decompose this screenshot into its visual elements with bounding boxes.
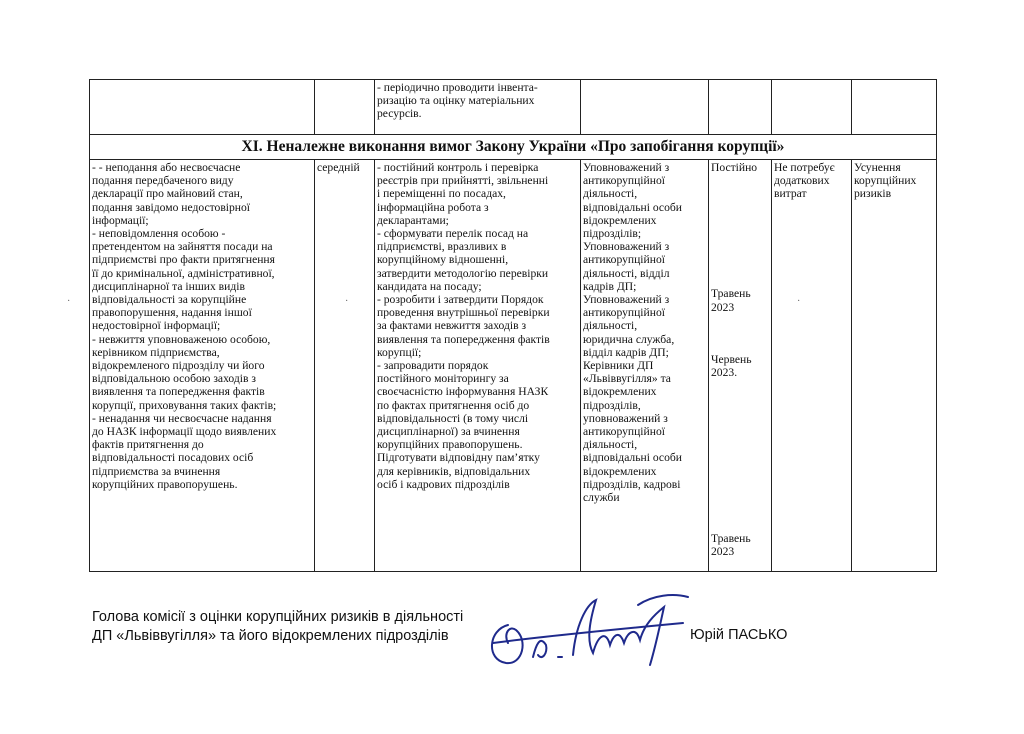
text-line: і переміщенні по посадах, xyxy=(377,187,506,201)
text-line: відповідальною особою заходів з xyxy=(92,372,256,386)
text-line: для керівників, відповідальних xyxy=(377,464,531,478)
text-line: - запровадити порядок xyxy=(377,359,489,373)
text-line: недостовірної інформації; xyxy=(92,319,221,333)
text-line: по фактах притягнення осіб до xyxy=(377,398,530,412)
table-row xyxy=(90,160,937,572)
text-line: її до кримінальної, адміністративної, xyxy=(92,266,275,280)
text-line: кадрів ДП; xyxy=(583,279,637,293)
text-line: проведення внутрішньої перевірки xyxy=(377,306,550,320)
text-line: антикорупційної xyxy=(583,174,665,188)
text-line: до НАЗК інформації щодо виявлених xyxy=(92,425,277,439)
text-line: декларантами; xyxy=(377,213,449,227)
text-line: відокремленого підрозділу чи його xyxy=(92,359,265,373)
text-line: Не потребує xyxy=(774,161,835,174)
text-line: затвердити методологію перевірки xyxy=(377,266,549,280)
text-line: корупції, приховування таких фактів; xyxy=(92,398,277,412)
text-line: відділ кадрів ДП; xyxy=(583,345,669,359)
text-line: відповідальності за корупційне xyxy=(92,293,247,307)
text-line: відповідальності посадових осіб xyxy=(92,451,254,465)
text-line: осіб і кадрових підрозділів xyxy=(377,477,510,491)
text-line: 2023. xyxy=(711,366,738,379)
text-line: підприємстві про факти притягнення xyxy=(92,253,275,267)
text-line: - розробити і затвердити Порядок xyxy=(377,293,544,307)
scan-mark: · xyxy=(67,296,71,307)
text-line: служби xyxy=(583,491,620,505)
text-line: діяльності, xyxy=(583,187,638,201)
text-line: декларації про майновий стан, xyxy=(92,187,243,201)
risk-cell xyxy=(90,160,315,572)
risk-cell xyxy=(90,80,315,135)
text-line: корупційних правопорушень. xyxy=(92,477,238,491)
resources-cell xyxy=(772,160,852,572)
text-line: антикорупційної xyxy=(583,306,665,320)
level-cell: середній xyxy=(315,160,375,572)
text-line: юридична служба, xyxy=(583,332,675,346)
text-line: корупції; xyxy=(377,345,422,359)
text-line: інформації; xyxy=(92,213,149,227)
text-line: відокремлених xyxy=(583,464,657,478)
text-line: ризиків xyxy=(854,187,892,201)
text-line: постійного моніторингу за xyxy=(377,372,509,386)
text-line: ресурсів. xyxy=(377,107,422,121)
text-line: Травень xyxy=(711,287,751,301)
text-line: дисциплінарної) за вчинення xyxy=(377,425,520,439)
footer-line-1: Голова комісії з оцінки корупційних ризиків в діяльності xyxy=(92,609,464,625)
text-line: Уповноважений з xyxy=(583,161,670,174)
signer-name: Юрій ПАСЬКО xyxy=(690,627,788,643)
text-line: керівником підприємства, xyxy=(92,345,220,359)
term-1: Постійно xyxy=(711,161,758,174)
section-title: XI. Неналежне виконання вимог Закону України «Про запобігання корупції» xyxy=(90,135,937,160)
text-line: правопорушення, надання іншої xyxy=(92,306,252,320)
text-line: - постійний контроль і перевірка xyxy=(377,161,539,174)
text-line: підрозділів, кадрові xyxy=(583,477,681,491)
text-line: Червень xyxy=(711,352,752,366)
text-line: відповідальності (в тому числі xyxy=(377,411,529,425)
text-line: відокремлених xyxy=(583,213,657,227)
term-cell xyxy=(709,160,772,572)
text-line: Керівники ДП xyxy=(583,359,654,373)
responsible-cell xyxy=(581,160,709,572)
text-line: реєстрів при прийнятті, звільненні xyxy=(377,174,549,188)
text-line: антикорупційної xyxy=(583,253,665,267)
text-line: за фактами невжиття заходів з xyxy=(377,319,527,333)
text-line: виявлення та попередження фактів xyxy=(377,332,550,346)
handwritten-signature xyxy=(478,585,693,675)
text-line: інформаційна робота з xyxy=(377,200,489,214)
text-line: підрозділів; xyxy=(583,227,642,241)
scan-mark: · xyxy=(797,296,801,307)
text-line: відповідальні особи xyxy=(583,200,682,214)
measures-cell xyxy=(375,80,581,135)
text-line: підприємства за вчинення xyxy=(92,464,221,478)
text-line: відокремлених xyxy=(583,385,657,399)
resources-cell xyxy=(772,80,852,135)
text-line: діяльності, xyxy=(583,319,638,333)
term-cell xyxy=(709,80,772,135)
text-line: претендентом на зайняття посади на xyxy=(92,240,273,254)
result-cell xyxy=(852,160,937,572)
text-line: дисциплінарної та інших видів xyxy=(92,279,245,293)
level-cell xyxy=(315,80,375,135)
responsible-cell xyxy=(581,80,709,135)
risk-table xyxy=(89,79,937,572)
text-line: додаткових xyxy=(774,174,830,188)
result-cell xyxy=(852,80,937,135)
text-line: - періодично проводити інвента- xyxy=(377,81,538,94)
text-line: - ненадання чи несвоєчасне надання xyxy=(92,411,272,425)
text-line: подання завідомо недостовірної xyxy=(92,200,251,214)
text-line: Уповноважений з xyxy=(583,293,670,307)
text-line: відповідальні особи xyxy=(583,451,682,465)
text-line: своєчасністю інформування НАЗК xyxy=(377,385,549,399)
text-line: фактів притягнення до xyxy=(92,438,204,452)
section-header-row xyxy=(90,135,937,160)
text-line: корупційному відношенні, xyxy=(377,253,509,267)
text-line: 2023 xyxy=(711,545,735,559)
text-line: корупційних xyxy=(854,174,917,188)
text-line: витрат xyxy=(774,187,807,201)
text-line: уповноважений з xyxy=(583,411,668,425)
text-line: - - неподання або несвоєчасне xyxy=(92,161,241,174)
scan-mark: · xyxy=(345,296,349,307)
text-line: підрозділів, xyxy=(583,398,641,412)
text-line: підприємстві, вразливих в xyxy=(377,240,507,254)
footer-line-2: ДП «Львіввугілля» та його відокремлених підрозділів xyxy=(92,628,449,644)
text-line: Усунення xyxy=(854,161,901,174)
text-line: подання передбаченого виду xyxy=(92,174,234,188)
text-line: Травень xyxy=(711,531,751,545)
table-row xyxy=(90,80,937,135)
footer-signature-block xyxy=(92,608,463,646)
text-line: ризацію та оцінку матеріальних xyxy=(377,94,535,108)
text-line: діяльності, xyxy=(583,438,638,452)
text-line: діяльності, відділ xyxy=(583,266,670,280)
text-line: - сформувати перелік посад на xyxy=(377,227,529,241)
measures-cell xyxy=(375,160,581,572)
text-line: антикорупційної xyxy=(583,425,665,439)
text-line: Підготувати відповідну пам’ятку xyxy=(377,451,540,465)
text-line: Уповноважений з xyxy=(583,240,670,254)
text-line: виявлення та попередження фактів xyxy=(92,385,265,399)
text-line: 2023 xyxy=(711,300,735,314)
text-line: кандидата на посаду; xyxy=(377,279,482,293)
text-line: «Львіввугілля» та xyxy=(583,372,671,386)
text-line: - невжиття уповноваженою особою, xyxy=(92,332,271,346)
text-line: корупційних правопорушень. xyxy=(377,438,523,452)
text-line: - неповідомлення особою - xyxy=(92,227,226,241)
